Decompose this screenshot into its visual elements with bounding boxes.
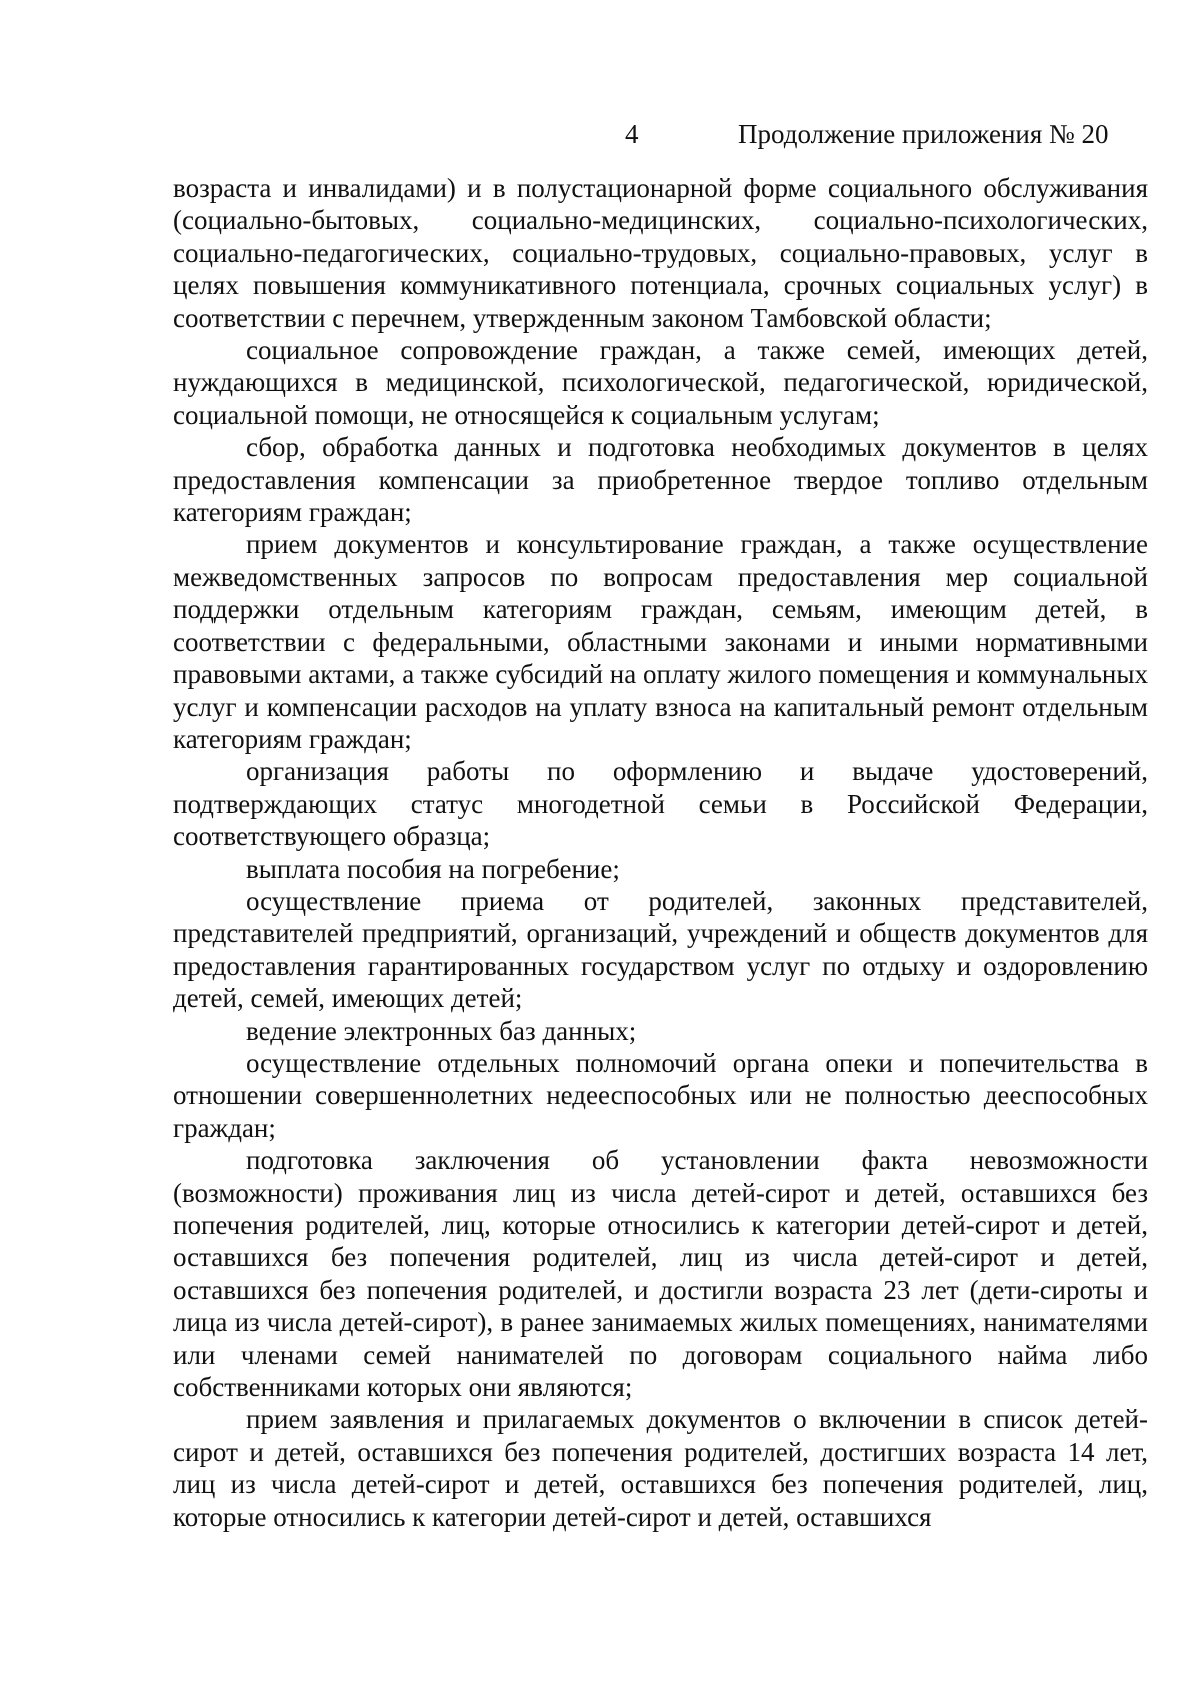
paragraph: осуществление приема от родителей, законных представителей, представителей предприятий, организаций, учреждений и обществ документов для предоставления гарантированных государством услуг по отдыху и оздоровлению детей, семей, имеющих детей; bbox=[173, 885, 1148, 1014]
paragraph: социальное сопровождение граждан, а также семей, имеющих детей, нуждающихся в медицинской, психологической, педагогической, юридической, социальной помощи, не относящейся к социальным услугам; bbox=[173, 335, 1148, 430]
paragraph: прием документов и консультирование граждан, а также осуществление межведомственных запросов по вопросам предоставления мер социальной поддержки отдельным категориям граждан, семьям, имеющим детей, в соответствии с федеральными, областными законами и иными нормативными правовыми актами, а также субсидий на оплату жилого помещения и коммунальных услуг и компенсации расходов на уплату взноса на капитальный ремонт отдельным категориям граждан; bbox=[173, 529, 1148, 754]
page-header-title: Продолжение приложения № 20 bbox=[738, 119, 1109, 149]
page-number: 4 bbox=[625, 119, 639, 149]
document-body bbox=[173, 172, 1148, 1533]
paragraph: сбор, обработка данных и подготовка необходимых документов в целях предоставления компенсации за приобретенное твердое топливо отдельным категориям граждан; bbox=[173, 432, 1148, 528]
paragraph: возраста и инвалидами) и в полустационарной форме социального обслуживания (социально-бытовых, социально-медицинских, социально-психологических, социально-педагогических, социально-трудовых, социально-правовых, услуг в целях повышения коммуникативного потенциала, срочных социальных услуг) в соответствии с перечнем, утвержденным законом Тамбовской области; bbox=[173, 173, 1148, 333]
paragraph: выплата пособия на погребение; bbox=[246, 853, 620, 884]
paragraph: подготовка заключения об установлении факта невозможности (возможности) проживания лиц из числа детей-сирот и детей, оставшихся без попечения родителей, лиц, которые относились к категории детей-сирот и детей, оставшихся без попечения родителей, лиц из числа детей-сирот и детей, оставшихся без попечения родителей, и достигли возраста 23 лет (дети-сироты и лица из числа детей-сирот), в ранее занимаемых жилых помещениях, нанимателями или членами семей нанимателей по договорам социального найма либо собственниками которых они являются; bbox=[173, 1145, 1148, 1403]
paragraph: ведение электронных баз данных; bbox=[246, 1015, 637, 1046]
paragraph: организация работы по оформлению и выдаче удостоверений, подтверждающих статус многодетной семьи в Российской Федерации, соответствующего образца; bbox=[173, 756, 1148, 852]
paragraph: осуществление отдельных полномочий органа опеки и попечительства в отношении совершеннолетних недееспособных или не полностью дееспособных граждан; bbox=[173, 1047, 1148, 1143]
paragraph: прием заявления и прилагаемых документов о включении в список детей-сирот и детей, оставшихся без попечения родителей, достигших возраста 14 лет, лиц из числа детей-сирот и детей, оставшихся без попечения родителей, лиц, которые относились к категории детей-сирот и детей, оставшихся bbox=[173, 1404, 1148, 1532]
